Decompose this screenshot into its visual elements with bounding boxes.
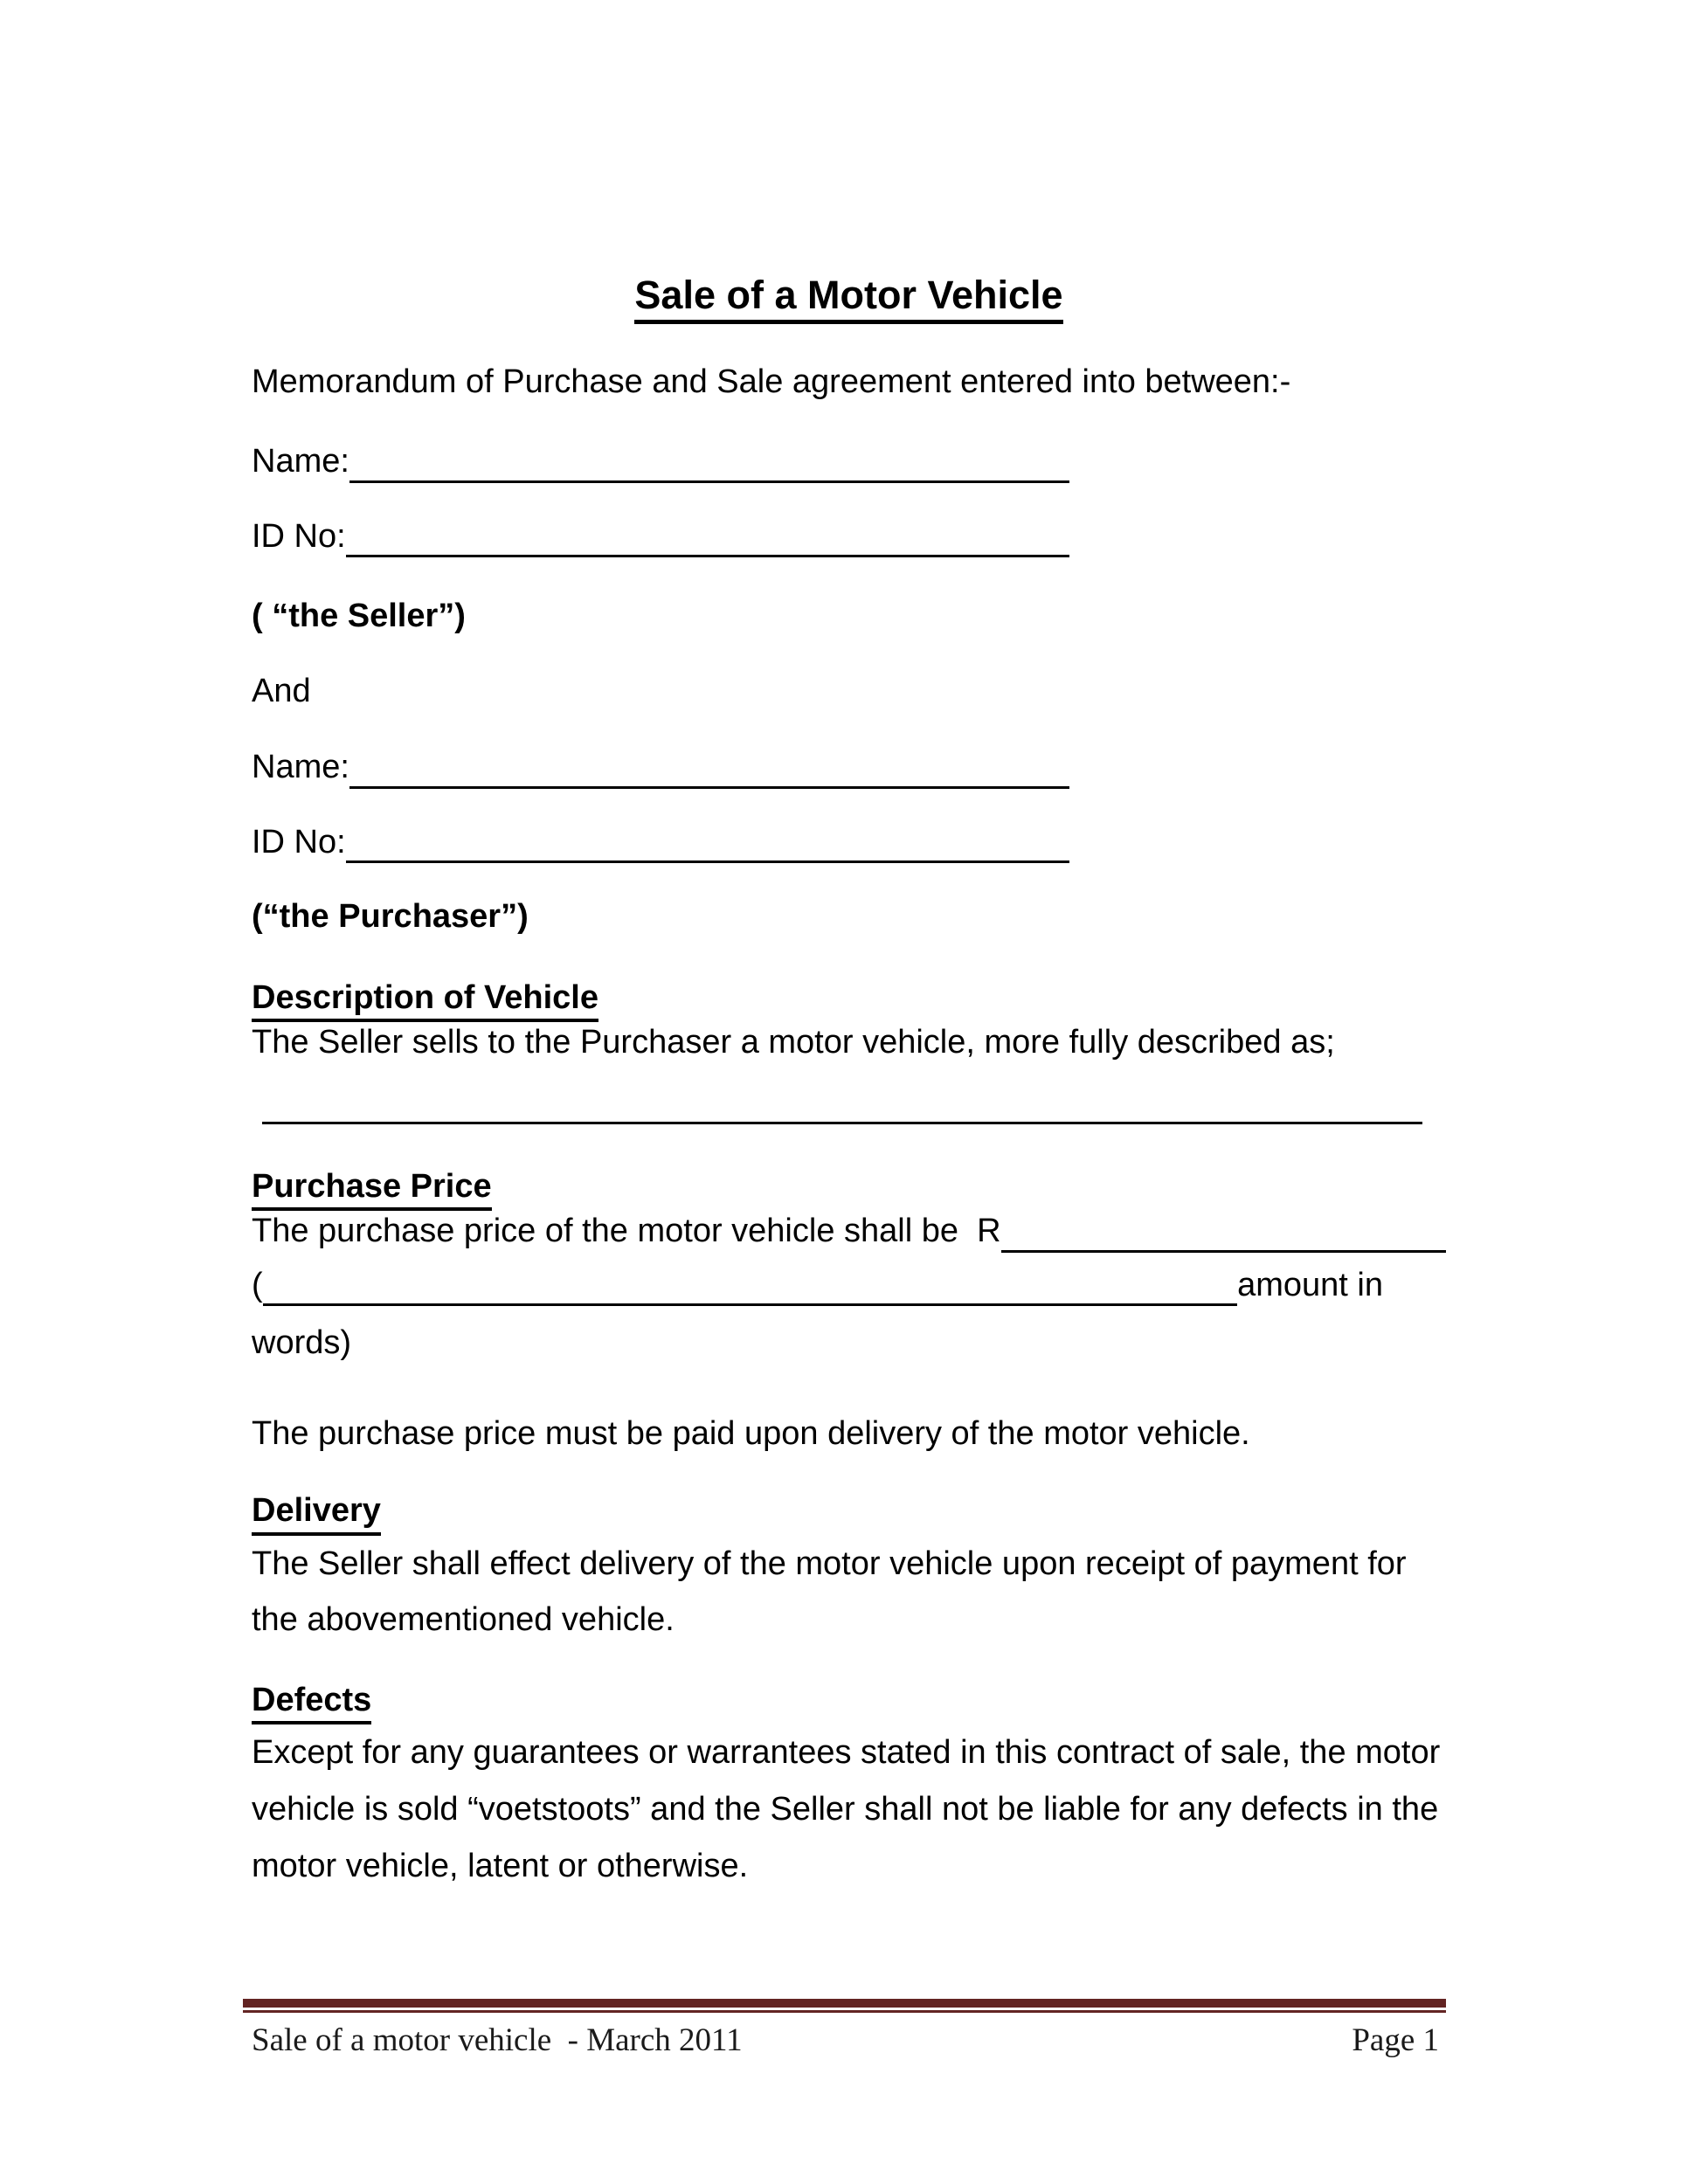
- defects-line: Except for any guarantees or warrantees stated in this contract of sale, the motor: [252, 1734, 1441, 1772]
- delivery-line: the abovementioned vehicle.: [252, 1601, 675, 1639]
- price-prefix: The purchase price of the motor vehicle shall be R: [252, 1213, 1001, 1250]
- footer-text-row: [243, 2022, 1446, 2060]
- seller-id-label: ID No:: [252, 517, 346, 555]
- title-container: [252, 273, 1446, 324]
- purchaser-id-label: ID No:: [252, 823, 346, 860]
- amount-suffix: amount in: [1237, 1266, 1383, 1303]
- footer-rule-thick: [243, 1999, 1446, 2008]
- seller-name-label: Name:: [252, 443, 349, 480]
- delivery-heading: Delivery: [252, 1492, 1446, 1536]
- footer-rule-thin: [243, 2010, 1446, 2013]
- purchaser-name-label: Name:: [252, 749, 349, 785]
- seller-designation: ( “the Seller”): [252, 598, 466, 634]
- purchaser-name-row: [252, 747, 1069, 789]
- purchaser-designation: (“the Purchaser”): [252, 898, 529, 935]
- amount-words-line: [263, 1265, 1237, 1307]
- seller-id-line: [346, 516, 1069, 558]
- amount-open-paren: (: [252, 1266, 263, 1303]
- amount-words-close: words): [252, 1324, 352, 1362]
- delivery-body: [252, 1536, 1446, 1648]
- document-content: [252, 0, 1446, 1894]
- defects-line: vehicle is sold “voetstoots” and the Seller shall not be liable for any defects in the: [252, 1790, 1439, 1828]
- purchaser-id-line: [346, 822, 1069, 864]
- vehicle-description-line: [262, 1122, 1422, 1124]
- amount-words-row: [252, 1265, 1383, 1307]
- description-heading: Description of Vehicle: [252, 979, 1446, 1023]
- purchaser-id-row: [252, 822, 1069, 864]
- defects-body: [252, 1724, 1446, 1894]
- conjunction-text: And: [252, 672, 311, 709]
- footer-left-text: Sale of a motor vehicle - March 2011: [252, 2022, 743, 2058]
- description-body: The Seller sells to the Purchaser a motor vehicle, more fully described as;: [252, 1024, 1335, 1061]
- seller-name-line: [349, 441, 1069, 483]
- seller-id-row: [252, 516, 1069, 558]
- defects-line: motor vehicle, latent or otherwise.: [252, 1847, 749, 1884]
- seller-name-row: [252, 441, 1069, 483]
- delivery-line: The Seller shall effect delivery of the motor vehicle upon receipt of payment for: [252, 1545, 1407, 1582]
- payment-note: The purchase price must be paid upon delivery of the motor vehicle.: [252, 1414, 1250, 1452]
- purchase-price-heading: Purchase Price: [252, 1168, 1446, 1212]
- page-title: Sale of a Motor Vehicle: [634, 273, 1062, 324]
- intro-text: Memorandum of Purchase and Sale agreement entered into between:-: [252, 363, 1291, 400]
- footer-page-number: Page 1: [1352, 2022, 1439, 2058]
- purchaser-name-line: [349, 747, 1069, 789]
- price-amount-line: [1001, 1211, 1446, 1253]
- price-row: [252, 1211, 1446, 1253]
- page-footer: [243, 1999, 1446, 2060]
- defects-heading: Defects: [252, 1682, 1446, 1725]
